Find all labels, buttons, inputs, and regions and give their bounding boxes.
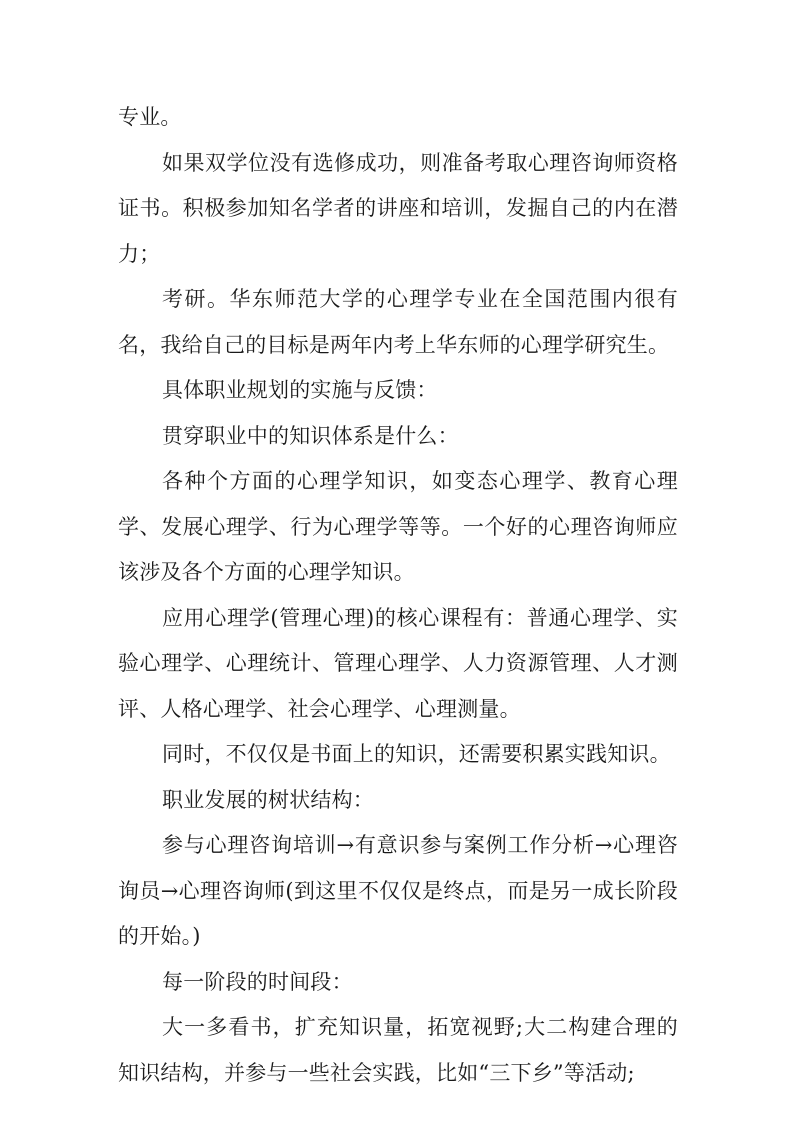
paragraph-8: 同时，不仅仅是书面上的知识，还需要积累实践知识。 [162,742,671,766]
paragraph-1: 专业。 [118,105,182,129]
paragraph-3: 考研。华东师范大学的心理学专业在全国范围内很有名，我给自己的目标是两年内考上华东师的心理学研究生。 [118,287,678,357]
paragraph-12: 大一多看书，扩充知识量，拓宽视野;大二构建合理的知识结构，并参与一些社会实践，比如“三下乡”等活动; [118,1015,678,1085]
paragraph-6: 各种个方面的心理学知识，如变态心理学、教育心理学、发展心理学、行为心理学等等。一个好的心理咨询师应该涉及各个方面的心理学知识。 [118,469,678,584]
paragraph-9: 职业发展的树状结构： [162,787,374,812]
paragraph-7: 应用心理学(管理心理)的核心课程有：普通心理学、实验心理学、心理统计、管理心理学、人力资源管理、人才测评、人格心理学、社会心理学、心理测量。 [118,605,678,721]
paragraph-4: 具体职业规划的实施与反馈： [162,378,438,402]
paragraph-5: 贯穿职业中的知识体系是什么： [162,423,459,448]
document-body [118,95,678,1096]
paragraph-11: 每一阶段的时间段： [162,969,353,994]
paragraph-2: 如果双学位没有选修成功，则准备考取心理咨询师资格证书。积极参加知名学者的讲座和培训，发掘自己的内在潜力； [118,150,678,266]
paragraph-10: 参与心理咨询培训→有意识参与案例工作分析→心理咨询员→心理咨询师(到这里不仅仅是终点，而是另一成长阶段的开始。) [118,833,678,948]
